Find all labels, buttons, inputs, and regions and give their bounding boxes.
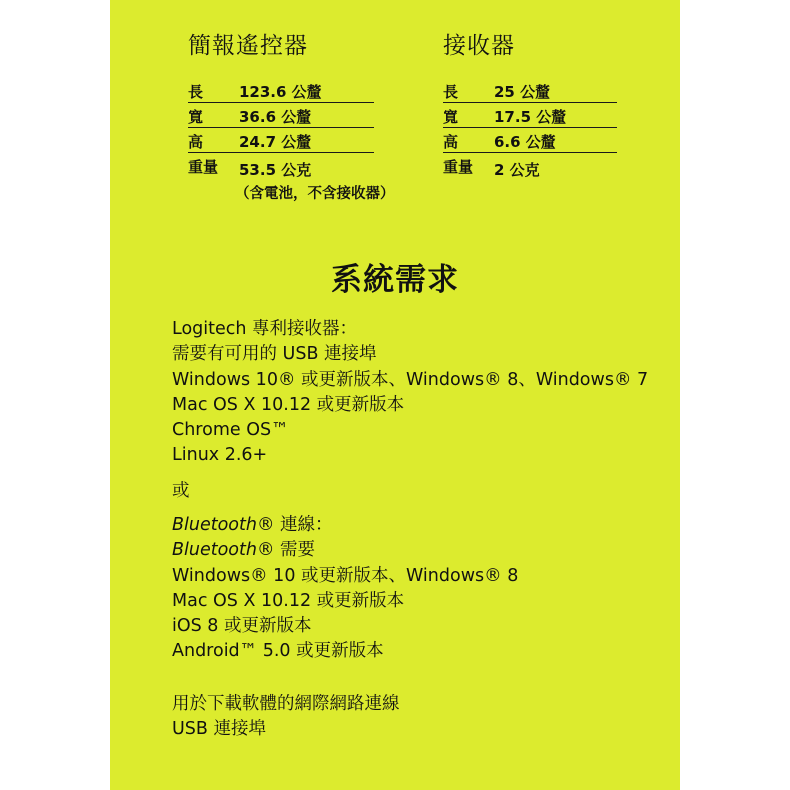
- bluetooth-required-line: [172, 538, 518, 563]
- spec-note: （含電池，不含接收器）: [235, 186, 395, 202]
- spec-value: 36.6 公釐: [239, 108, 312, 126]
- requirement-line: Mac OS X 10.12 或更新版本: [172, 394, 405, 415]
- remote-weight-row: [188, 153, 395, 202]
- spec-label: 高: [443, 133, 459, 151]
- receiver-length-row: [443, 78, 617, 103]
- bluetooth-line-rest: 需要: [274, 540, 316, 561]
- bluetooth-brand: Bluetooth®: [172, 540, 275, 561]
- spec-value: 53.5 公克: [239, 161, 312, 179]
- receiver-height-row: [443, 128, 617, 153]
- spec-label: 寬: [188, 108, 204, 126]
- remote-spec-title: 簡報遙控器: [188, 33, 308, 59]
- spec-value: 123.6 公釐: [239, 83, 322, 101]
- remote-spec-table: [188, 78, 395, 202]
- spec-label: 重量: [188, 158, 219, 176]
- spec-value: 25 公釐: [494, 83, 551, 101]
- logitech-receiver-requirements: [172, 317, 648, 469]
- spec-value-group: [235, 156, 395, 203]
- remote-height-row: [188, 128, 374, 153]
- or-text: 或: [172, 481, 190, 501]
- requirement-line: Mac OS X 10.12 或更新版本: [172, 590, 405, 611]
- remote-width-row: [188, 103, 374, 128]
- receiver-width-row: [443, 103, 617, 128]
- requirement-line: Windows 10® 或更新版本、Windows® 8、Windows® 7: [172, 369, 649, 390]
- requirement-line: Logitech 專利接收器：: [172, 319, 358, 339]
- spec-value: 6.6 公釐: [494, 133, 556, 151]
- receiver-spec-title: 接收器: [443, 33, 515, 59]
- requirement-line: Chrome OS™: [172, 420, 289, 441]
- bluetooth-line-rest: 連線：: [274, 515, 333, 535]
- or-separator: [172, 479, 190, 504]
- requirement-line: Windows® 10 或更新版本、Windows® 8: [172, 565, 519, 586]
- system-requirements-title: 系統需求: [331, 262, 459, 298]
- software-requirements: [172, 692, 400, 743]
- requirement-line: iOS 8 或更新版本: [172, 616, 312, 637]
- spec-panel: [110, 0, 680, 790]
- receiver-weight-row: [443, 153, 617, 177]
- spec-label: 長: [443, 83, 459, 101]
- spec-label: 寬: [443, 108, 459, 126]
- requirement-line: 用於下載軟體的網際網路連線: [172, 694, 400, 714]
- requirement-line: Linux 2.6+: [172, 445, 268, 466]
- spec-label: 高: [188, 133, 204, 151]
- bluetooth-brand: Bluetooth®: [172, 515, 275, 535]
- requirement-line: USB 連接埠: [172, 719, 266, 740]
- remote-length-row: [188, 78, 374, 103]
- bluetooth-connection-line: [172, 513, 518, 538]
- requirement-line: Android™ 5.0 或更新版本: [172, 641, 384, 662]
- spec-value: 24.7 公釐: [239, 133, 312, 151]
- requirement-line: 需要有可用的 USB 連接埠: [172, 344, 377, 365]
- receiver-spec-table: [443, 78, 617, 177]
- spec-value: 17.5 公釐: [494, 108, 567, 126]
- spec-label: 重量: [443, 158, 474, 176]
- spec-value: 2 公克: [494, 161, 540, 179]
- bluetooth-requirements: [172, 513, 518, 665]
- spec-label: 長: [188, 83, 204, 101]
